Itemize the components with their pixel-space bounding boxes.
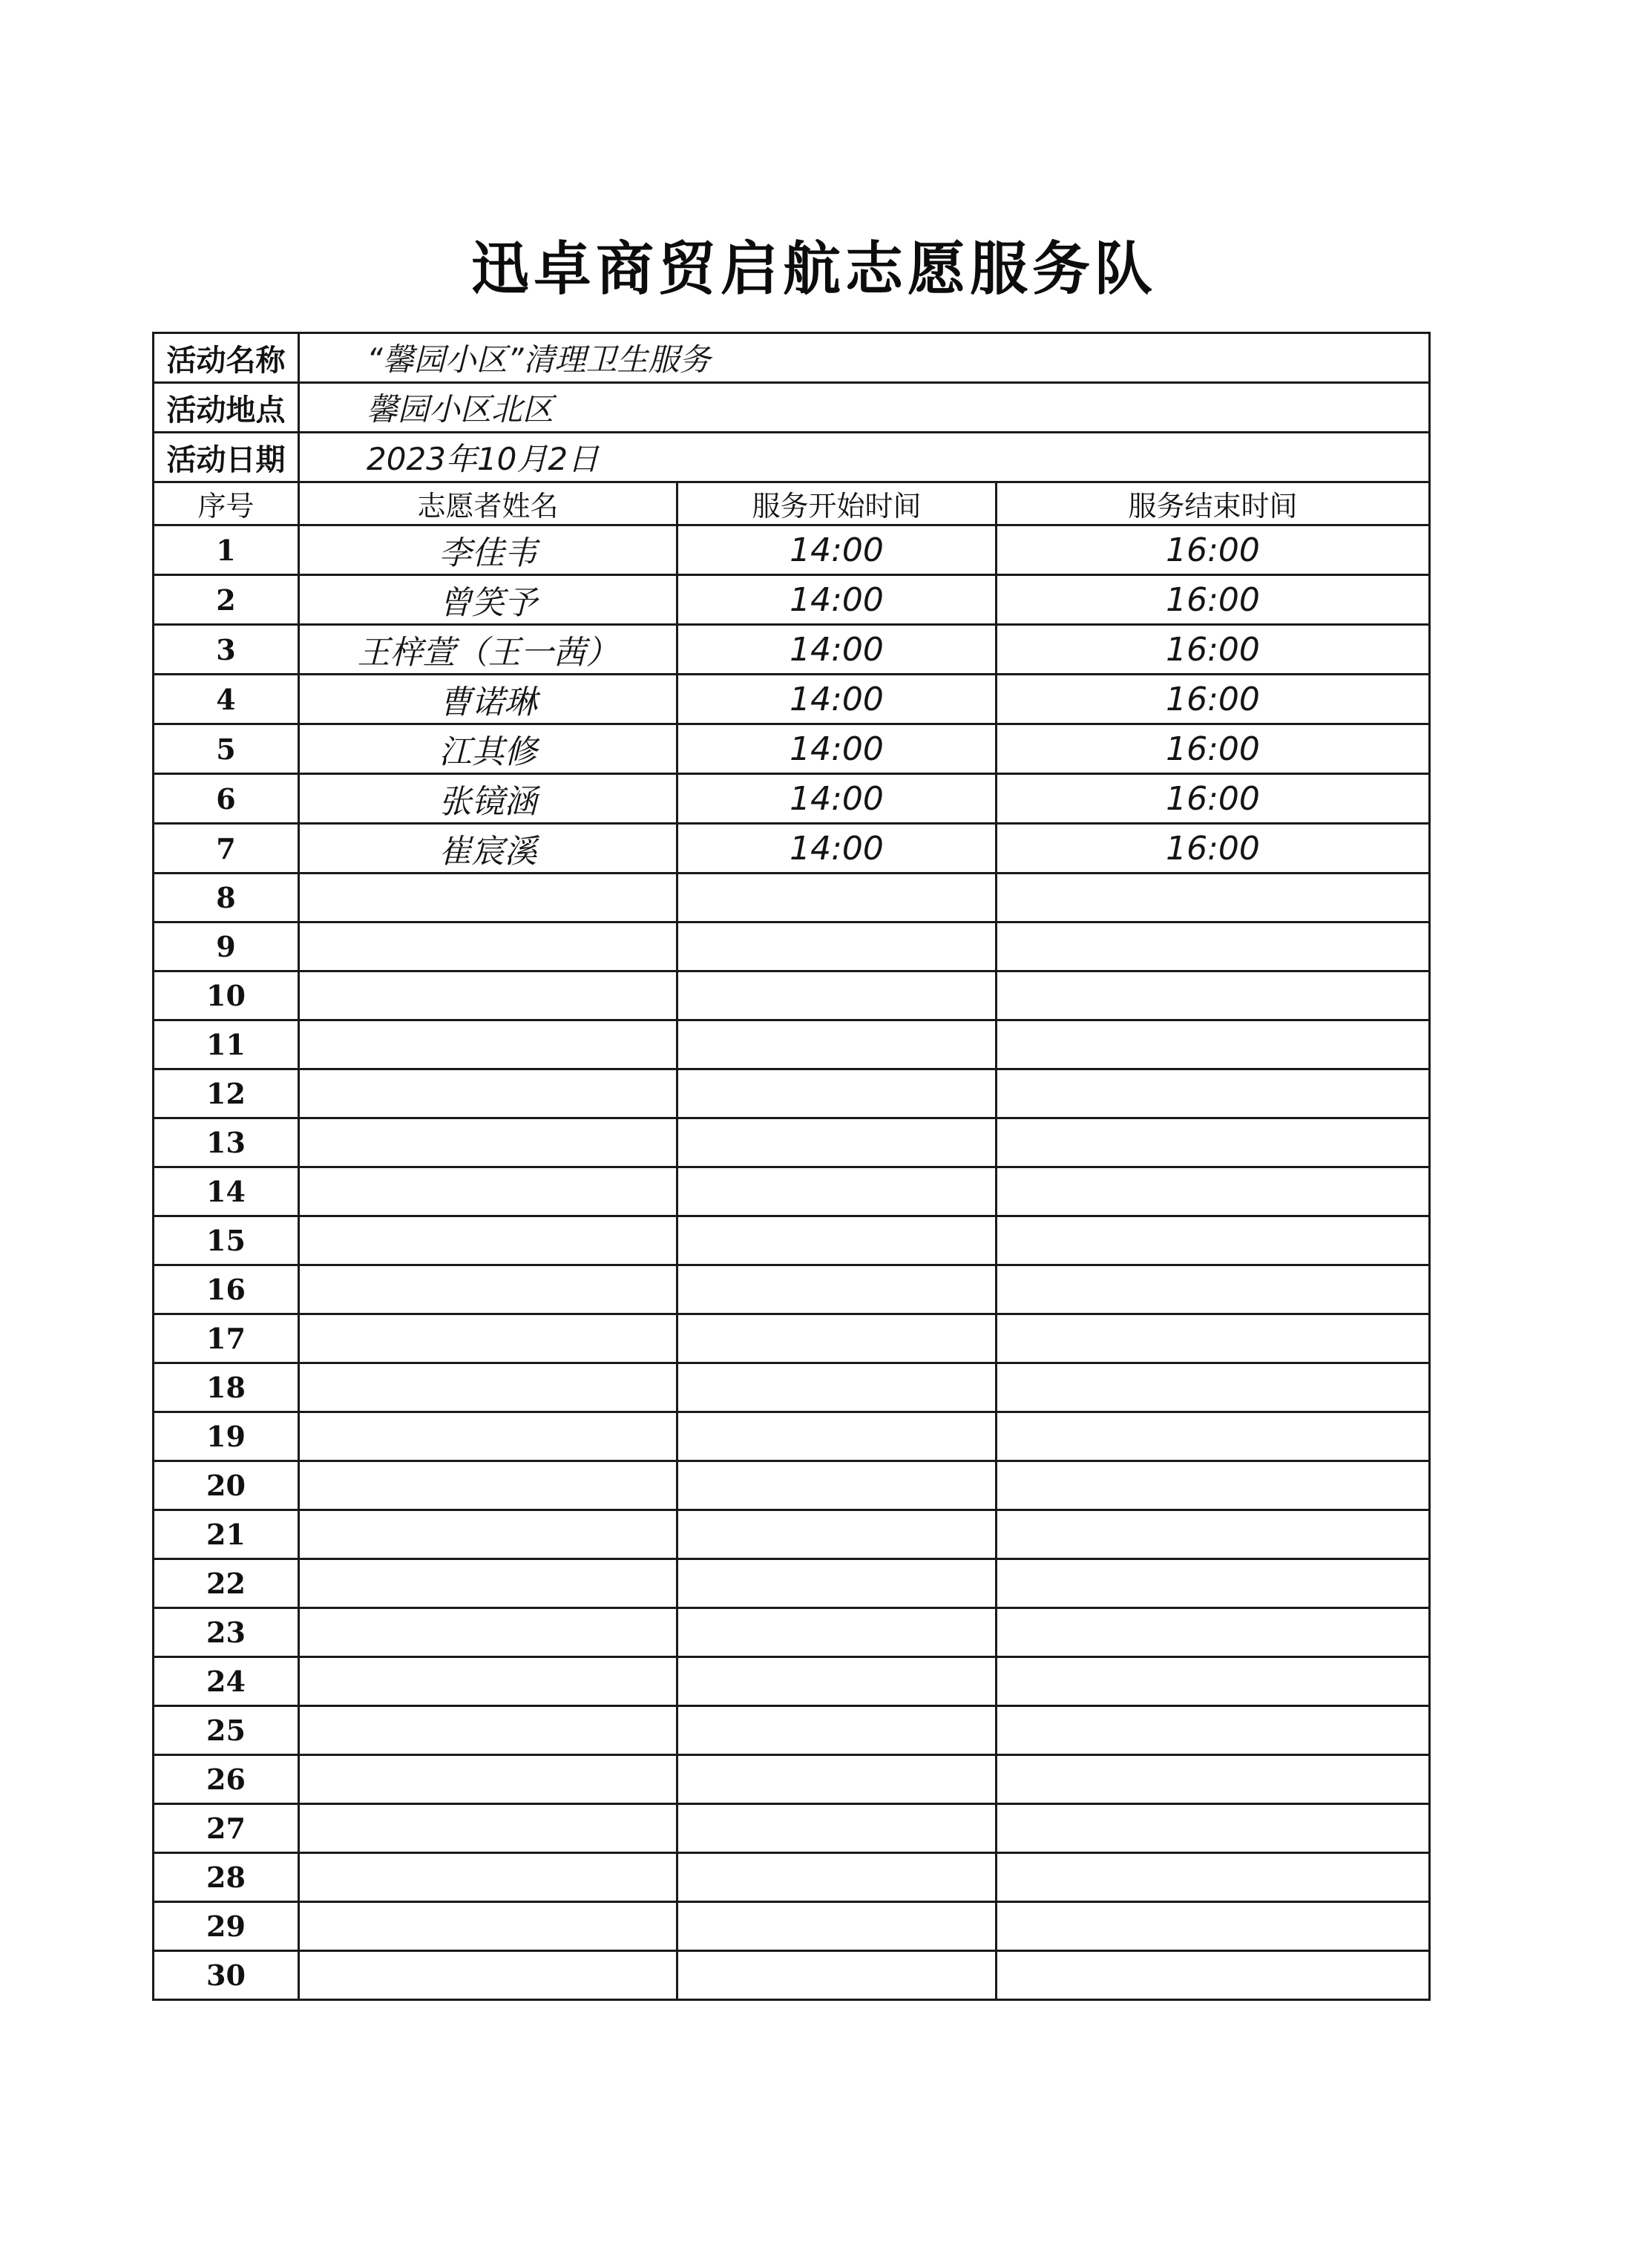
- row-seq-cell: 12: [154, 1069, 299, 1118]
- row-seq-cell: 20: [154, 1461, 299, 1510]
- volunteer-name-cell[interactable]: [299, 922, 677, 971]
- column-header-start-time: 服务开始时间: [677, 482, 997, 525]
- row-seq-cell: 15: [154, 1216, 299, 1265]
- row-seq-cell: 28: [154, 1853, 299, 1902]
- row-seq-cell: 19: [154, 1412, 299, 1461]
- row-seq-cell: 11: [154, 1020, 299, 1069]
- end-time-cell[interactable]: 16:00: [997, 525, 1430, 575]
- row-seq-cell: 27: [154, 1804, 299, 1853]
- table-row: [154, 1412, 1430, 1461]
- end-time-cell[interactable]: [997, 1069, 1430, 1118]
- start-time-cell[interactable]: [677, 1167, 997, 1216]
- end-time-cell[interactable]: [997, 1118, 1430, 1167]
- row-seq-cell: 3: [154, 625, 299, 675]
- volunteer-name-cell[interactable]: [299, 1216, 677, 1265]
- column-header-seq: 序号: [154, 482, 299, 525]
- table-row: [154, 1608, 1430, 1657]
- row-seq-cell: 18: [154, 1363, 299, 1412]
- table-row: [154, 971, 1430, 1020]
- volunteer-name-cell[interactable]: 曾笑予: [299, 575, 677, 625]
- end-time-cell[interactable]: [997, 1020, 1430, 1069]
- row-seq-cell: 2: [154, 575, 299, 625]
- start-time-cell[interactable]: [677, 1510, 997, 1559]
- activity-location-row: [154, 383, 1430, 433]
- table-row: [154, 1363, 1430, 1412]
- table-row: [154, 1559, 1430, 1608]
- end-time-cell[interactable]: [997, 1216, 1430, 1265]
- table-row: [154, 625, 1430, 675]
- activity-date-label: 活动日期: [154, 433, 299, 482]
- table-row: [154, 1755, 1430, 1804]
- end-time-cell[interactable]: [997, 1755, 1430, 1804]
- column-header-row: [154, 482, 1430, 525]
- start-time-cell[interactable]: [677, 971, 997, 1020]
- table-row: [154, 874, 1430, 922]
- activity-date-value[interactable]: 2023年10月2日: [299, 433, 1430, 482]
- volunteer-name-cell[interactable]: [299, 1167, 677, 1216]
- table-row: [154, 824, 1430, 874]
- table-row: [154, 1951, 1430, 2000]
- start-time-cell[interactable]: [677, 922, 997, 971]
- end-time-cell[interactable]: 16:00: [997, 824, 1430, 874]
- end-time-cell[interactable]: 16:00: [997, 774, 1430, 824]
- volunteer-name-cell[interactable]: [299, 1706, 677, 1755]
- start-time-cell[interactable]: [677, 1363, 997, 1412]
- volunteer-name-cell[interactable]: 张镜涵: [299, 774, 677, 824]
- volunteer-name-cell[interactable]: [299, 1510, 677, 1559]
- start-time-cell[interactable]: [677, 1902, 997, 1951]
- start-time-cell[interactable]: 14:00: [677, 824, 997, 874]
- row-seq-cell: 25: [154, 1706, 299, 1755]
- volunteer-name-cell[interactable]: [299, 1020, 677, 1069]
- start-time-cell[interactable]: 14:00: [677, 675, 997, 724]
- table-row: [154, 1902, 1430, 1951]
- start-time-cell[interactable]: [677, 1657, 997, 1706]
- activity-name-label: 活动名称: [154, 333, 299, 383]
- table-row: [154, 1510, 1430, 1559]
- row-seq-cell: 4: [154, 675, 299, 724]
- row-seq-cell: 23: [154, 1608, 299, 1657]
- row-seq-cell: 14: [154, 1167, 299, 1216]
- end-time-cell[interactable]: 16:00: [997, 675, 1430, 724]
- volunteer-name-cell[interactable]: 王梓萱（王一茜）: [299, 625, 677, 675]
- volunteer-name-cell[interactable]: [299, 1755, 677, 1804]
- end-time-cell[interactable]: [997, 1706, 1430, 1755]
- volunteer-name-cell[interactable]: [299, 1657, 677, 1706]
- end-time-cell[interactable]: [997, 1951, 1430, 2000]
- end-time-cell[interactable]: [997, 1853, 1430, 1902]
- start-time-cell[interactable]: 14:00: [677, 724, 997, 774]
- end-time-cell[interactable]: [997, 1412, 1430, 1461]
- table-row: [154, 1853, 1430, 1902]
- end-time-cell[interactable]: [997, 1804, 1430, 1853]
- volunteer-name-cell[interactable]: [299, 1853, 677, 1902]
- page-title: 迅卓商贸启航志愿服务队: [470, 236, 1157, 303]
- volunteer-name-cell[interactable]: 江其修: [299, 724, 677, 774]
- volunteer-name-cell[interactable]: [299, 1559, 677, 1608]
- start-time-cell[interactable]: [677, 1118, 997, 1167]
- end-time-cell[interactable]: [997, 1510, 1430, 1559]
- end-time-cell[interactable]: [997, 971, 1430, 1020]
- end-time-cell[interactable]: [997, 1559, 1430, 1608]
- volunteer-name-cell[interactable]: [299, 1314, 677, 1363]
- table-row: [154, 675, 1430, 724]
- start-time-cell[interactable]: [677, 874, 997, 922]
- start-time-cell[interactable]: [677, 1412, 997, 1461]
- end-time-cell[interactable]: [997, 1657, 1430, 1706]
- row-seq-cell: 16: [154, 1265, 299, 1314]
- table-row: [154, 1804, 1430, 1853]
- row-seq-cell: 8: [154, 874, 299, 922]
- row-seq-cell: 30: [154, 1951, 299, 2000]
- end-time-cell[interactable]: [997, 922, 1430, 971]
- volunteer-name-cell[interactable]: [299, 1265, 677, 1314]
- activity-name-value[interactable]: “馨园小区”清理卫生服务: [299, 333, 1430, 383]
- end-time-cell[interactable]: [997, 1902, 1430, 1951]
- start-time-cell[interactable]: [677, 1216, 997, 1265]
- volunteer-name-cell[interactable]: [299, 971, 677, 1020]
- volunteer-name-cell[interactable]: [299, 1461, 677, 1510]
- end-time-cell[interactable]: 16:00: [997, 575, 1430, 625]
- start-time-cell[interactable]: 14:00: [677, 575, 997, 625]
- table-row: [154, 1069, 1430, 1118]
- row-seq-cell: 10: [154, 971, 299, 1020]
- row-seq-cell: 6: [154, 774, 299, 824]
- start-time-cell[interactable]: [677, 1069, 997, 1118]
- activity-date-row: [154, 433, 1430, 482]
- end-time-cell[interactable]: 16:00: [997, 625, 1430, 675]
- volunteer-name-cell[interactable]: [299, 874, 677, 922]
- start-time-cell[interactable]: [677, 1020, 997, 1069]
- row-seq-cell: 7: [154, 824, 299, 874]
- end-time-cell[interactable]: [997, 1167, 1430, 1216]
- row-seq-cell: 29: [154, 1902, 299, 1951]
- volunteer-name-cell[interactable]: [299, 1951, 677, 2000]
- start-time-cell[interactable]: [677, 1804, 997, 1853]
- start-time-cell[interactable]: [677, 1951, 997, 2000]
- start-time-cell[interactable]: [677, 1608, 997, 1657]
- volunteer-name-cell[interactable]: [299, 1118, 677, 1167]
- row-seq-cell: 13: [154, 1118, 299, 1167]
- table-row: [154, 1216, 1430, 1265]
- start-time-cell[interactable]: [677, 1853, 997, 1902]
- start-time-cell[interactable]: 14:00: [677, 774, 997, 824]
- end-time-cell[interactable]: [997, 874, 1430, 922]
- table-row: [154, 1265, 1430, 1314]
- volunteer-name-cell[interactable]: [299, 1804, 677, 1853]
- table-row: [154, 525, 1430, 575]
- table-row: [154, 575, 1430, 625]
- volunteer-name-cell[interactable]: [299, 1069, 677, 1118]
- row-seq-cell: 24: [154, 1657, 299, 1706]
- column-header-name: 志愿者姓名: [299, 482, 677, 525]
- row-seq-cell: 5: [154, 724, 299, 774]
- row-seq-cell: 21: [154, 1510, 299, 1559]
- volunteer-name-cell[interactable]: 曹诺琳: [299, 675, 677, 724]
- start-time-cell[interactable]: [677, 1461, 997, 1510]
- activity-location-value[interactable]: 馨园小区北区: [299, 383, 1430, 433]
- end-time-cell[interactable]: [997, 1461, 1430, 1510]
- row-seq-cell: 22: [154, 1559, 299, 1608]
- activity-name-row: [154, 333, 1430, 383]
- end-time-cell[interactable]: [997, 1363, 1430, 1412]
- start-time-cell[interactable]: [677, 1559, 997, 1608]
- end-time-cell[interactable]: [997, 1314, 1430, 1363]
- table-row: [154, 922, 1430, 971]
- table-row: [154, 724, 1430, 774]
- start-time-cell[interactable]: [677, 1755, 997, 1804]
- row-seq-cell: 26: [154, 1755, 299, 1804]
- table-row: [154, 1118, 1430, 1167]
- table-row: [154, 1657, 1430, 1706]
- start-time-cell[interactable]: 14:00: [677, 525, 997, 575]
- start-time-cell[interactable]: [677, 1314, 997, 1363]
- table-row: [154, 774, 1430, 824]
- volunteer-name-cell[interactable]: [299, 1608, 677, 1657]
- table-row: [154, 1020, 1430, 1069]
- table-row: [154, 1706, 1430, 1755]
- row-seq-cell: 1: [154, 525, 299, 575]
- volunteer-sign-in-table: [152, 332, 1431, 2001]
- table-row: [154, 1167, 1430, 1216]
- start-time-cell[interactable]: 14:00: [677, 625, 997, 675]
- row-seq-cell: 17: [154, 1314, 299, 1363]
- row-seq-cell: 9: [154, 922, 299, 971]
- end-time-cell[interactable]: [997, 1608, 1430, 1657]
- volunteer-name-cell[interactable]: [299, 1412, 677, 1461]
- column-header-end-time: 服务结束时间: [997, 482, 1430, 525]
- activity-location-label: 活动地点: [154, 383, 299, 433]
- table-row: [154, 1314, 1430, 1363]
- volunteer-name-cell[interactable]: 李佳韦: [299, 525, 677, 575]
- volunteer-name-cell[interactable]: 崔宸溪: [299, 824, 677, 874]
- start-time-cell[interactable]: [677, 1706, 997, 1755]
- volunteer-name-cell[interactable]: [299, 1902, 677, 1951]
- start-time-cell[interactable]: [677, 1265, 997, 1314]
- end-time-cell[interactable]: [997, 1265, 1430, 1314]
- table-row: [154, 1461, 1430, 1510]
- end-time-cell[interactable]: 16:00: [997, 724, 1430, 774]
- volunteer-name-cell[interactable]: [299, 1363, 677, 1412]
